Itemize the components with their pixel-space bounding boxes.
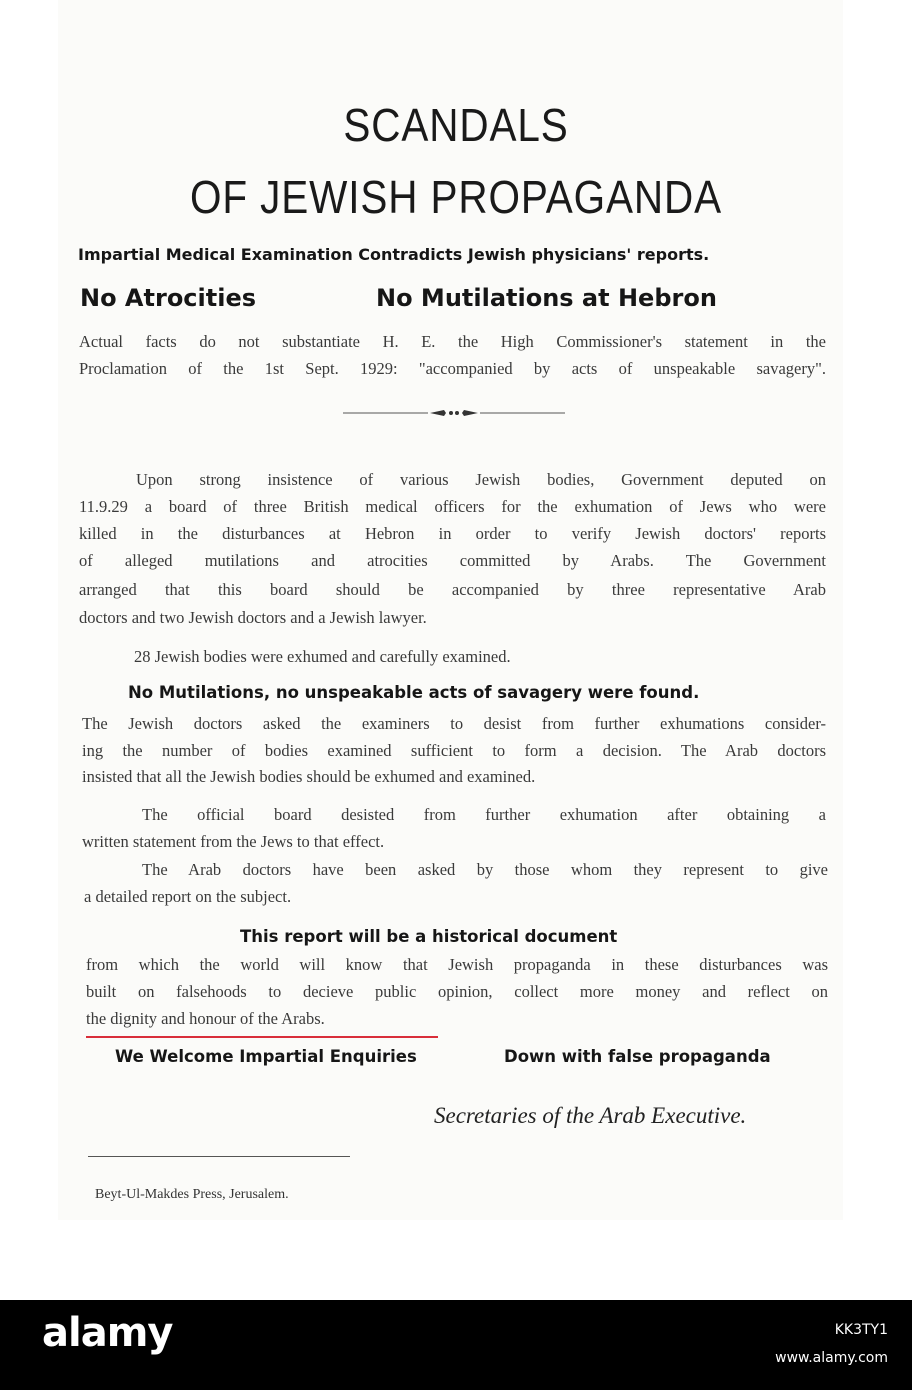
para1-line-1: Upon strong insistence of various Jewish bodies, Government deputed on	[136, 470, 826, 489]
slogan-down-with-propaganda: Down with false propaganda	[504, 1047, 771, 1066]
para1-line-5: arranged that this board should be accompanied by three representative Arab	[79, 580, 826, 599]
para1-line-2: 11.9.29 a board of three British medical officers for the exhumation of Jews who were	[79, 497, 826, 516]
para6-line-2: built on falsehoods to decieve public opinion, collect more money and reflect on	[86, 982, 828, 1001]
para3-line-2: ing the number of bodies examined sufficient to form a decision. The Arab doctors	[82, 741, 826, 760]
headline-no-atrocities: No Atrocities	[80, 284, 257, 312]
para3-line-3: insisted that all the Jewish bodies should be exhumed and examined.	[82, 767, 536, 786]
ornamental-divider	[343, 406, 565, 420]
slogan-welcome-enquiries: We Welcome Impartial Enquiries	[115, 1047, 417, 1066]
title-line-1: SCANDALS	[343, 99, 569, 151]
para1-line-3: killed in the disturbances at Hebron in order to verify Jewish doctors' reports	[79, 524, 826, 543]
title-line-2: OF JEWISH PROPAGANDA	[190, 171, 722, 223]
printer-credit: Beyt-Ul-Makdes Press, Jerusalem.	[95, 1187, 289, 1202]
signature: Secretaries of the Arab Executive.	[434, 1103, 747, 1128]
bold-report: This report will be a historical document	[240, 927, 618, 946]
bold-finding: No Mutilations, no unspeakable acts of savagery were found.	[128, 683, 700, 702]
para5-line-2: a detailed report on the subject.	[84, 887, 292, 906]
footer-rule	[88, 1156, 350, 1157]
para3-line-1: The Jewish doctors asked the examiners to desist from further exhumations consider-	[82, 714, 826, 733]
para4-line-1: The official board desisted from further exhumation after obtaining a	[142, 805, 826, 824]
para6-line-3: the dignity and honour of the Arabs.	[86, 1009, 325, 1028]
subtitle: Impartial Medical Examination Contradicts Jewish physicians' reports.	[78, 245, 710, 264]
para1-line-6: doctors and two Jewish doctors and a Jewish lawyer.	[79, 608, 427, 627]
website-url: www.alamy.com	[775, 1350, 888, 1366]
image-id: KK3TY1	[834, 1322, 888, 1338]
alamy-logo: alamy	[42, 1310, 173, 1356]
para4-line-2: written statement from the Jews to that effect.	[82, 832, 385, 851]
para2: 28 Jewish bodies were exhumed and carefully examined.	[134, 647, 511, 666]
para5-line-1: The Arab doctors have been asked by those whom they represent to give	[142, 860, 828, 879]
para6-line-1: from which the world will know that Jewish propaganda in these disturbances was	[86, 955, 828, 974]
intro-line-1: Actual facts do not substantiate H. E. the High Commissioner's statement in the	[79, 332, 826, 351]
para1-line-4: of alleged mutilations and atrocities committed by Arabs. The Government	[79, 551, 826, 570]
red-underline	[86, 1036, 438, 1038]
headline-no-mutilations: No Mutilations at Hebron	[376, 284, 717, 312]
intro-line-2: Proclamation of the 1st Sept. 1929: "accompanied by acts of unspeakable savagery".	[79, 359, 826, 378]
